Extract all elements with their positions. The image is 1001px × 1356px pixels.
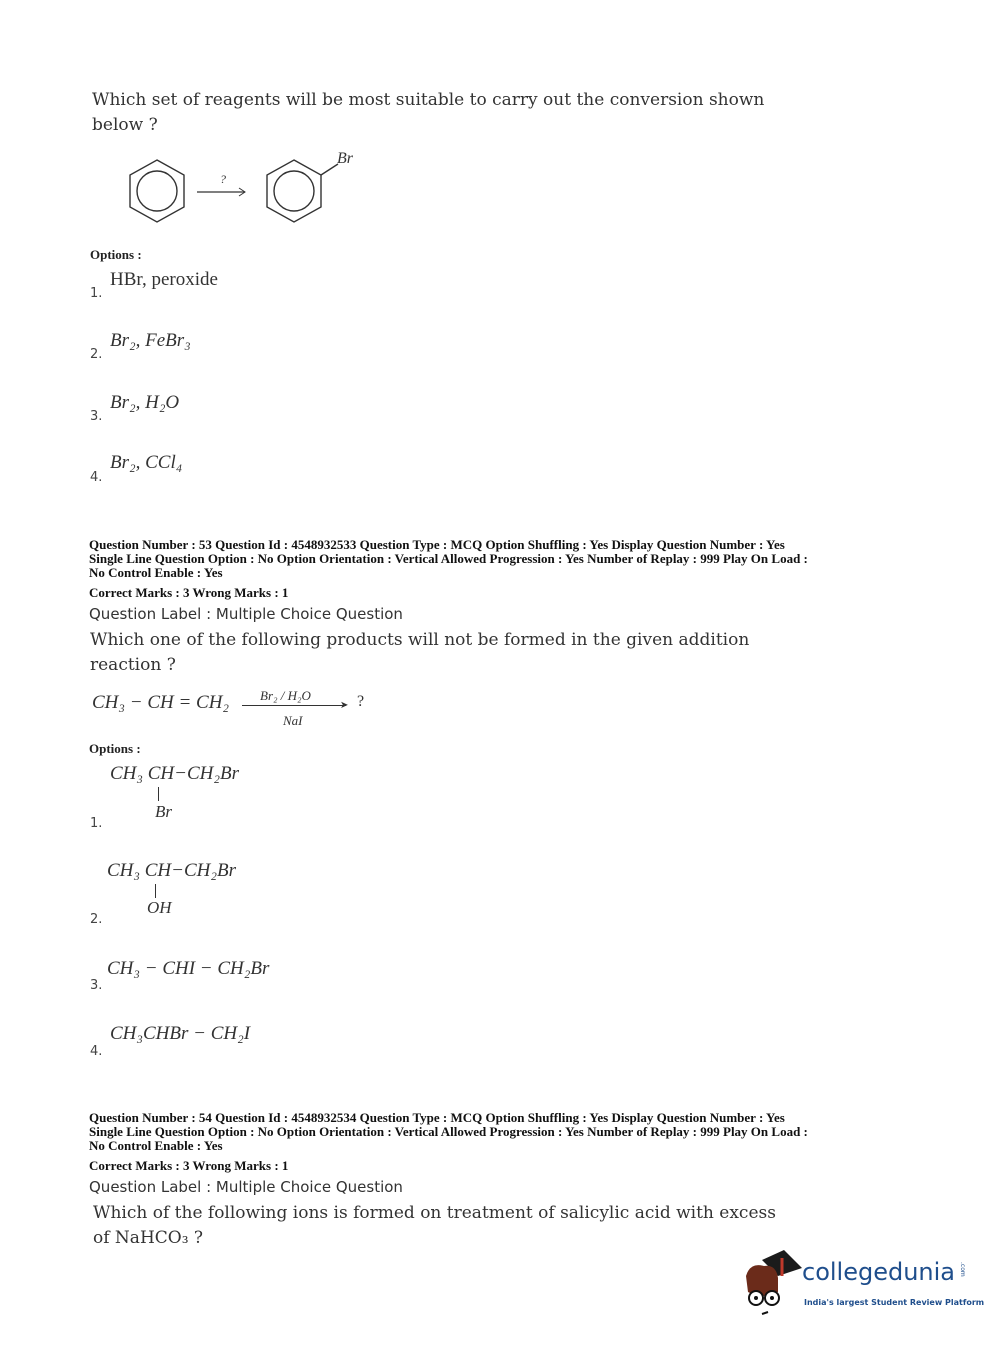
logo-name: collegedunia [802,1258,956,1286]
arrow-label: ? [220,172,226,186]
option-3[interactable]: CH₃ − CHI − CH₂Br [107,958,270,979]
branch: OH [147,898,172,917]
arrow-head-icon: ➤ [340,700,349,711]
reaction-arrow [242,705,346,706]
benzene-bromination-scheme [120,150,370,235]
option-number: 4. [90,1044,103,1059]
question-meta: No Control Enable : Yes [89,565,223,580]
option-number: 3. [90,409,103,424]
question-meta: Question Number : 54 Question Id : 4548932534 Question Type : MCQ Option Shuffling : Yes Display Question Number : Yes [89,1110,785,1125]
question-text: of NaHCO₃ ? [93,1228,204,1248]
question-meta: No Control Enable : Yes [89,1138,223,1153]
option-number: 1. [90,286,103,301]
options-heading: Options : [90,247,142,262]
option-2[interactable]: CH₃ CH−CH₂Br [107,860,236,881]
option-2[interactable]: Br₂, FeBr₃ [110,330,191,351]
benzene-ring-icon [130,160,184,222]
bond-line [158,787,159,801]
question-text: Which of the following ions is formed on treatment of salicylic acid with excess [93,1203,776,1223]
marks: Correct Marks : 3 Wrong Marks : 1 [89,585,289,600]
reagent-bottom: NaI [283,713,303,728]
option-4[interactable]: CH₃CHBr − CH₂I [110,1023,251,1044]
marks: Correct Marks : 3 Wrong Marks : 1 [89,1158,289,1173]
question-meta: Single Line Question Option : No Option Orientation : Vertical Allowed Progression : Yes Number of Replay : 999 Play On Load : [89,551,808,566]
branch: Br [155,802,172,821]
reagent-top: Br₂ / H₂O [260,688,311,703]
logo-tagline: India's largest Student Review Platform [804,1298,985,1307]
option-number: 2. [90,347,103,362]
option-1[interactable]: CH₃ CH−CH₂Br [110,763,239,784]
option-4[interactable]: Br₂, CCl₄ [110,452,183,473]
product: ? [357,693,365,710]
bromobenzene-ring-icon [267,160,338,222]
question-text: Which set of reagents will be most suitable to carry out the conversion shown [92,90,765,110]
question-meta: Question Number : 53 Question Id : 4548932533 Question Type : MCQ Option Shuffling : Yes Display Question Number : Yes [89,537,785,552]
reactant: CH₃ − CH = CH₂ [92,692,230,713]
bond-line [155,884,156,898]
bromine-substituent: Br [337,150,353,167]
question-text: below ? [92,115,158,135]
option-number: 2. [90,912,103,927]
question-text: reaction ? [90,655,176,675]
option-number: 3. [90,978,103,993]
option-number: 4. [90,470,103,485]
question-label: Question Label : Multiple Choice Question [89,1178,403,1196]
option-1[interactable]: HBr, peroxide [110,269,218,290]
mascot-icon [742,1248,802,1316]
question-meta: Single Line Question Option : No Option Orientation : Vertical Allowed Progression : Yes Number of Replay : 999 Play On Load : [89,1124,808,1139]
question-text: Which one of the following products will not be formed in the given addition [90,630,750,650]
question-label: Question Label : Multiple Choice Question [89,605,403,623]
logo-tld: .com [959,1262,966,1277]
option-number: 1. [90,816,103,831]
option-3[interactable]: Br₂, H₂O [110,392,180,413]
collegedunia-logo [742,1248,985,1318]
options-heading: Options : [89,741,141,756]
